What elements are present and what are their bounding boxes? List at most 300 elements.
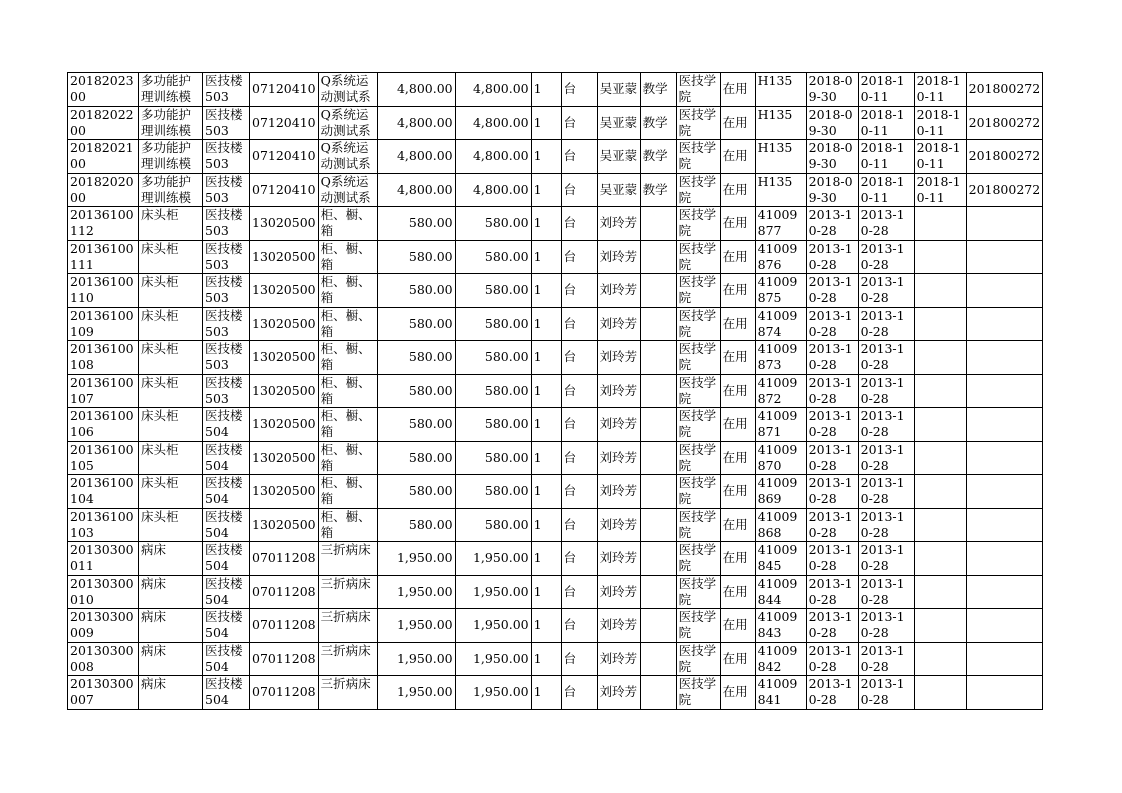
status-cell: 在用 <box>720 207 755 241</box>
unit-cell: 台 <box>561 475 597 509</box>
location-cell: 医技楼503 <box>203 140 250 174</box>
category-code-cell: 07120410 <box>250 140 319 174</box>
register-date-cell <box>914 274 966 308</box>
unit-price-cell: 1,950.00 <box>377 676 455 710</box>
tag-code-cell: H135 <box>755 73 806 107</box>
usage-cell <box>640 374 676 408</box>
department-cell: 医技学院 <box>676 106 720 140</box>
total-value-cell: 580.00 <box>455 408 531 442</box>
custodian-cell: 刘玲芳 <box>597 475 640 509</box>
table-row <box>68 575 1043 609</box>
custodian-cell: 刘玲芳 <box>597 274 640 308</box>
total-value-cell: 4,800.00 <box>455 140 531 174</box>
category-code-cell: 13020500 <box>250 374 319 408</box>
unit-price-cell: 580.00 <box>377 307 455 341</box>
unit-price-cell: 1,950.00 <box>377 642 455 676</box>
unit-price-cell: 1,950.00 <box>377 609 455 643</box>
department-cell: 医技学院 <box>676 140 720 174</box>
purchase-date-cell: 2018-09-30 <box>806 106 858 140</box>
register-date-cell <box>914 575 966 609</box>
custodian-cell: 吴亚蒙 <box>597 173 640 207</box>
register-date-cell: 2018-10-11 <box>914 73 966 107</box>
tag-code-cell: 41009877 <box>755 207 806 241</box>
purchase-date-cell: 2018-09-30 <box>806 73 858 107</box>
category-name-cell: 三折病床 <box>318 575 377 609</box>
asset-id-cell: 2018202200 <box>68 106 139 140</box>
status-cell: 在用 <box>720 173 755 207</box>
unit-cell: 台 <box>561 508 597 542</box>
quantity-cell: 1 <box>531 609 561 643</box>
asset-id-cell: 20136100103 <box>68 508 139 542</box>
usage-cell: 教学 <box>640 106 676 140</box>
asset-id-cell: 20136100112 <box>68 207 139 241</box>
status-cell: 在用 <box>720 307 755 341</box>
total-value-cell: 580.00 <box>455 508 531 542</box>
status-cell: 在用 <box>720 73 755 107</box>
unit-cell: 台 <box>561 441 597 475</box>
unit-cell: 台 <box>561 106 597 140</box>
tag-code-cell: 41009874 <box>755 307 806 341</box>
quantity-cell: 1 <box>531 408 561 442</box>
usage-cell <box>640 341 676 375</box>
asset-table <box>67 72 1043 710</box>
quantity-cell: 1 <box>531 140 561 174</box>
usage-cell <box>640 441 676 475</box>
table-row <box>68 676 1043 710</box>
tag-code-cell: 41009843 <box>755 609 806 643</box>
document-number-cell <box>966 441 1043 475</box>
purchase-date-cell: 2013-10-28 <box>806 542 858 576</box>
usage-cell <box>640 609 676 643</box>
custodian-cell: 吴亚蒙 <box>597 106 640 140</box>
purchase-date-cell: 2013-10-28 <box>806 207 858 241</box>
usage-cell <box>640 207 676 241</box>
document-number-cell <box>966 575 1043 609</box>
department-cell: 医技学院 <box>676 173 720 207</box>
category-code-cell: 07011208 <box>250 575 319 609</box>
table-row <box>68 374 1043 408</box>
unit-price-cell: 580.00 <box>377 374 455 408</box>
quantity-cell: 1 <box>531 73 561 107</box>
register-date-cell <box>914 609 966 643</box>
total-value-cell: 4,800.00 <box>455 73 531 107</box>
asset-id-cell: 20136100110 <box>68 274 139 308</box>
asset-table-body <box>68 73 1043 710</box>
usage-cell <box>640 676 676 710</box>
unit-cell: 台 <box>561 207 597 241</box>
unit-price-cell: 4,800.00 <box>377 140 455 174</box>
category-code-cell: 13020500 <box>250 274 319 308</box>
unit-cell: 台 <box>561 542 597 576</box>
category-name-cell: 三折病床 <box>318 676 377 710</box>
asset-id-cell: 20136100109 <box>68 307 139 341</box>
location-cell: 医技楼504 <box>203 441 250 475</box>
asset-name-cell: 多功能护理训练模 <box>139 173 203 207</box>
custodian-cell: 刘玲芳 <box>597 609 640 643</box>
total-value-cell: 580.00 <box>455 240 531 274</box>
custodian-cell: 刘玲芳 <box>597 542 640 576</box>
category-name-cell: 三折病床 <box>318 642 377 676</box>
table-row <box>68 508 1043 542</box>
usage-cell <box>640 274 676 308</box>
entry-date-cell: 2013-10-28 <box>858 609 914 643</box>
usage-cell <box>640 508 676 542</box>
unit-price-cell: 580.00 <box>377 341 455 375</box>
department-cell: 医技学院 <box>676 676 720 710</box>
department-cell: 医技学院 <box>676 341 720 375</box>
entry-date-cell: 2018-10-11 <box>858 173 914 207</box>
purchase-date-cell: 2013-10-28 <box>806 508 858 542</box>
status-cell: 在用 <box>720 106 755 140</box>
unit-cell: 台 <box>561 240 597 274</box>
asset-id-cell: 2018202100 <box>68 140 139 174</box>
register-date-cell: 2018-10-11 <box>914 140 966 174</box>
usage-cell <box>640 240 676 274</box>
register-date-cell <box>914 341 966 375</box>
asset-id-cell: 20136100104 <box>68 475 139 509</box>
department-cell: 医技学院 <box>676 475 720 509</box>
location-cell: 医技楼503 <box>203 307 250 341</box>
category-code-cell: 07120410 <box>250 106 319 140</box>
register-date-cell <box>914 408 966 442</box>
document-number-cell: 201800272 <box>966 73 1043 107</box>
status-cell: 在用 <box>720 542 755 576</box>
unit-price-cell: 4,800.00 <box>377 173 455 207</box>
status-cell: 在用 <box>720 408 755 442</box>
unit-price-cell: 4,800.00 <box>377 73 455 107</box>
asset-id-cell: 2018202300 <box>68 73 139 107</box>
document-number-cell <box>966 676 1043 710</box>
entry-date-cell: 2013-10-28 <box>858 207 914 241</box>
document-number-cell <box>966 240 1043 274</box>
register-date-cell <box>914 374 966 408</box>
tag-code-cell: 41009871 <box>755 408 806 442</box>
unit-price-cell: 580.00 <box>377 441 455 475</box>
category-code-cell: 13020500 <box>250 441 319 475</box>
custodian-cell: 刘玲芳 <box>597 240 640 274</box>
document-number-cell: 201800272 <box>966 140 1043 174</box>
table-row <box>68 441 1043 475</box>
usage-cell: 教学 <box>640 173 676 207</box>
tag-code-cell: H135 <box>755 106 806 140</box>
document-number-cell <box>966 274 1043 308</box>
total-value-cell: 580.00 <box>455 307 531 341</box>
category-code-cell: 07011208 <box>250 542 319 576</box>
category-code-cell: 13020500 <box>250 240 319 274</box>
status-cell: 在用 <box>720 274 755 308</box>
unit-price-cell: 580.00 <box>377 508 455 542</box>
custodian-cell: 刘玲芳 <box>597 207 640 241</box>
department-cell: 医技学院 <box>676 575 720 609</box>
register-date-cell <box>914 475 966 509</box>
quantity-cell: 1 <box>531 508 561 542</box>
asset-name-cell: 病床 <box>139 575 203 609</box>
register-date-cell <box>914 642 966 676</box>
entry-date-cell: 2013-10-28 <box>858 642 914 676</box>
asset-name-cell: 床头柜 <box>139 374 203 408</box>
department-cell: 医技学院 <box>676 274 720 308</box>
unit-price-cell: 580.00 <box>377 274 455 308</box>
total-value-cell: 580.00 <box>455 374 531 408</box>
asset-name-cell: 病床 <box>139 642 203 676</box>
unit-price-cell: 580.00 <box>377 240 455 274</box>
purchase-date-cell: 2013-10-28 <box>806 441 858 475</box>
quantity-cell: 1 <box>531 441 561 475</box>
document-number-cell <box>966 341 1043 375</box>
total-value-cell: 1,950.00 <box>455 575 531 609</box>
table-row <box>68 307 1043 341</box>
category-code-cell: 13020500 <box>250 408 319 442</box>
asset-name-cell: 床头柜 <box>139 508 203 542</box>
asset-id-cell: 2018202000 <box>68 173 139 207</box>
location-cell: 医技楼503 <box>203 207 250 241</box>
asset-name-cell: 床头柜 <box>139 240 203 274</box>
location-cell: 医技楼504 <box>203 508 250 542</box>
total-value-cell: 1,950.00 <box>455 542 531 576</box>
category-code-cell: 13020500 <box>250 475 319 509</box>
total-value-cell: 4,800.00 <box>455 106 531 140</box>
table-row <box>68 73 1043 107</box>
purchase-date-cell: 2013-10-28 <box>806 341 858 375</box>
document-number-cell <box>966 609 1043 643</box>
unit-cell: 台 <box>561 575 597 609</box>
document-number-cell <box>966 508 1043 542</box>
asset-name-cell: 床头柜 <box>139 475 203 509</box>
usage-cell <box>640 642 676 676</box>
location-cell: 医技楼503 <box>203 73 250 107</box>
asset-name-cell: 床头柜 <box>139 441 203 475</box>
register-date-cell: 2018-10-11 <box>914 173 966 207</box>
table-row <box>68 274 1043 308</box>
asset-id-cell: 20130300008 <box>68 642 139 676</box>
total-value-cell: 580.00 <box>455 207 531 241</box>
asset-id-cell: 20136100105 <box>68 441 139 475</box>
table-row <box>68 140 1043 174</box>
table-row <box>68 106 1043 140</box>
status-cell: 在用 <box>720 609 755 643</box>
tag-code-cell: 41009868 <box>755 508 806 542</box>
document-number-cell <box>966 475 1043 509</box>
location-cell: 医技楼504 <box>203 676 250 710</box>
category-name-cell: 柜、橱、箱 <box>318 307 377 341</box>
category-name-cell: 柜、橱、箱 <box>318 508 377 542</box>
entry-date-cell: 2013-10-28 <box>858 341 914 375</box>
table-row <box>68 173 1043 207</box>
purchase-date-cell: 2013-10-28 <box>806 475 858 509</box>
asset-name-cell: 病床 <box>139 609 203 643</box>
category-name-cell: Q系统运动测试系 <box>318 106 377 140</box>
asset-id-cell: 20130300009 <box>68 609 139 643</box>
location-cell: 医技楼504 <box>203 542 250 576</box>
custodian-cell: 刘玲芳 <box>597 374 640 408</box>
location-cell: 医技楼504 <box>203 475 250 509</box>
custodian-cell: 刘玲芳 <box>597 508 640 542</box>
entry-date-cell: 2013-10-28 <box>858 307 914 341</box>
usage-cell <box>640 475 676 509</box>
quantity-cell: 1 <box>531 274 561 308</box>
entry-date-cell: 2013-10-28 <box>858 408 914 442</box>
entry-date-cell: 2018-10-11 <box>858 106 914 140</box>
location-cell: 医技楼503 <box>203 173 250 207</box>
asset-name-cell: 床头柜 <box>139 274 203 308</box>
unit-cell: 台 <box>561 140 597 174</box>
category-name-cell: Q系统运动测试系 <box>318 173 377 207</box>
table-row <box>68 609 1043 643</box>
category-name-cell: 柜、橱、箱 <box>318 374 377 408</box>
entry-date-cell: 2013-10-28 <box>858 676 914 710</box>
category-code-cell: 13020500 <box>250 508 319 542</box>
entry-date-cell: 2013-10-28 <box>858 274 914 308</box>
department-cell: 医技学院 <box>676 207 720 241</box>
custodian-cell: 刘玲芳 <box>597 441 640 475</box>
category-name-cell: 三折病床 <box>318 609 377 643</box>
register-date-cell <box>914 207 966 241</box>
table-row <box>68 642 1043 676</box>
custodian-cell: 刘玲芳 <box>597 307 640 341</box>
entry-date-cell: 2013-10-28 <box>858 240 914 274</box>
tag-code-cell: 41009869 <box>755 475 806 509</box>
tag-code-cell: 41009842 <box>755 642 806 676</box>
department-cell: 医技学院 <box>676 73 720 107</box>
document-number-cell: 201800272 <box>966 106 1043 140</box>
asset-id-cell: 20130300007 <box>68 676 139 710</box>
department-cell: 医技学院 <box>676 307 720 341</box>
tag-code-cell: H135 <box>755 140 806 174</box>
asset-id-cell: 20136100108 <box>68 341 139 375</box>
entry-date-cell: 2018-10-11 <box>858 140 914 174</box>
purchase-date-cell: 2013-10-28 <box>806 374 858 408</box>
location-cell: 医技楼503 <box>203 341 250 375</box>
entry-date-cell: 2013-10-28 <box>858 475 914 509</box>
custodian-cell: 刘玲芳 <box>597 676 640 710</box>
custodian-cell: 吴亚蒙 <box>597 73 640 107</box>
usage-cell <box>640 542 676 576</box>
document-number-cell <box>966 207 1043 241</box>
category-name-cell: 柜、橱、箱 <box>318 207 377 241</box>
department-cell: 医技学院 <box>676 642 720 676</box>
tag-code-cell: 41009873 <box>755 341 806 375</box>
asset-name-cell: 多功能护理训练模 <box>139 140 203 174</box>
location-cell: 医技楼503 <box>203 240 250 274</box>
tag-code-cell: 41009870 <box>755 441 806 475</box>
unit-cell: 台 <box>561 676 597 710</box>
register-date-cell: 2018-10-11 <box>914 106 966 140</box>
category-code-cell: 07011208 <box>250 609 319 643</box>
total-value-cell: 4,800.00 <box>455 173 531 207</box>
register-date-cell <box>914 240 966 274</box>
document-number-cell <box>966 374 1043 408</box>
status-cell: 在用 <box>720 508 755 542</box>
unit-cell: 台 <box>561 374 597 408</box>
category-code-cell: 13020500 <box>250 341 319 375</box>
custodian-cell: 刘玲芳 <box>597 575 640 609</box>
category-name-cell: 柜、橱、箱 <box>318 408 377 442</box>
quantity-cell: 1 <box>531 106 561 140</box>
unit-cell: 台 <box>561 408 597 442</box>
location-cell: 医技楼504 <box>203 575 250 609</box>
purchase-date-cell: 2013-10-28 <box>806 307 858 341</box>
total-value-cell: 580.00 <box>455 475 531 509</box>
custodian-cell: 刘玲芳 <box>597 341 640 375</box>
total-value-cell: 580.00 <box>455 341 531 375</box>
entry-date-cell: 2013-10-28 <box>858 575 914 609</box>
status-cell: 在用 <box>720 475 755 509</box>
unit-price-cell: 580.00 <box>377 475 455 509</box>
custodian-cell: 刘玲芳 <box>597 642 640 676</box>
entry-date-cell: 2013-10-28 <box>858 441 914 475</box>
status-cell: 在用 <box>720 374 755 408</box>
custodian-cell: 吴亚蒙 <box>597 140 640 174</box>
table-row <box>68 240 1043 274</box>
location-cell: 医技楼504 <box>203 609 250 643</box>
status-cell: 在用 <box>720 341 755 375</box>
asset-name-cell: 床头柜 <box>139 408 203 442</box>
table-row <box>68 207 1043 241</box>
department-cell: 医技学院 <box>676 508 720 542</box>
tag-code-cell: 41009844 <box>755 575 806 609</box>
unit-price-cell: 580.00 <box>377 408 455 442</box>
usage-cell <box>640 575 676 609</box>
total-value-cell: 580.00 <box>455 441 531 475</box>
tag-code-cell: 41009845 <box>755 542 806 576</box>
unit-price-cell: 1,950.00 <box>377 575 455 609</box>
usage-cell <box>640 408 676 442</box>
usage-cell: 教学 <box>640 73 676 107</box>
category-code-cell: 13020500 <box>250 307 319 341</box>
unit-cell: 台 <box>561 307 597 341</box>
total-value-cell: 1,950.00 <box>455 609 531 643</box>
document-number-cell <box>966 408 1043 442</box>
table-row <box>68 341 1043 375</box>
quantity-cell: 1 <box>531 676 561 710</box>
quantity-cell: 1 <box>531 475 561 509</box>
total-value-cell: 1,950.00 <box>455 642 531 676</box>
category-code-cell: 07011208 <box>250 676 319 710</box>
asset-name-cell: 多功能护理训练模 <box>139 73 203 107</box>
category-name-cell: 柜、橱、箱 <box>318 341 377 375</box>
purchase-date-cell: 2013-10-28 <box>806 408 858 442</box>
quantity-cell: 1 <box>531 575 561 609</box>
register-date-cell <box>914 542 966 576</box>
quantity-cell: 1 <box>531 207 561 241</box>
entry-date-cell: 2013-10-28 <box>858 508 914 542</box>
tag-code-cell: 41009841 <box>755 676 806 710</box>
location-cell: 医技楼503 <box>203 274 250 308</box>
category-code-cell: 07120410 <box>250 173 319 207</box>
asset-name-cell: 床头柜 <box>139 207 203 241</box>
department-cell: 医技学院 <box>676 408 720 442</box>
status-cell: 在用 <box>720 575 755 609</box>
entry-date-cell: 2013-10-28 <box>858 374 914 408</box>
quantity-cell: 1 <box>531 374 561 408</box>
asset-id-cell: 20136100106 <box>68 408 139 442</box>
total-value-cell: 1,950.00 <box>455 676 531 710</box>
purchase-date-cell: 2013-10-28 <box>806 274 858 308</box>
register-date-cell <box>914 508 966 542</box>
asset-name-cell: 病床 <box>139 676 203 710</box>
category-code-cell: 07011208 <box>250 642 319 676</box>
document-number-cell <box>966 642 1043 676</box>
category-name-cell: 柜、橱、箱 <box>318 274 377 308</box>
department-cell: 医技学院 <box>676 441 720 475</box>
unit-cell: 台 <box>561 609 597 643</box>
unit-price-cell: 580.00 <box>377 207 455 241</box>
category-name-cell: Q系统运动测试系 <box>318 73 377 107</box>
purchase-date-cell: 2018-09-30 <box>806 140 858 174</box>
department-cell: 医技学院 <box>676 374 720 408</box>
quantity-cell: 1 <box>531 240 561 274</box>
document-number-cell <box>966 307 1043 341</box>
